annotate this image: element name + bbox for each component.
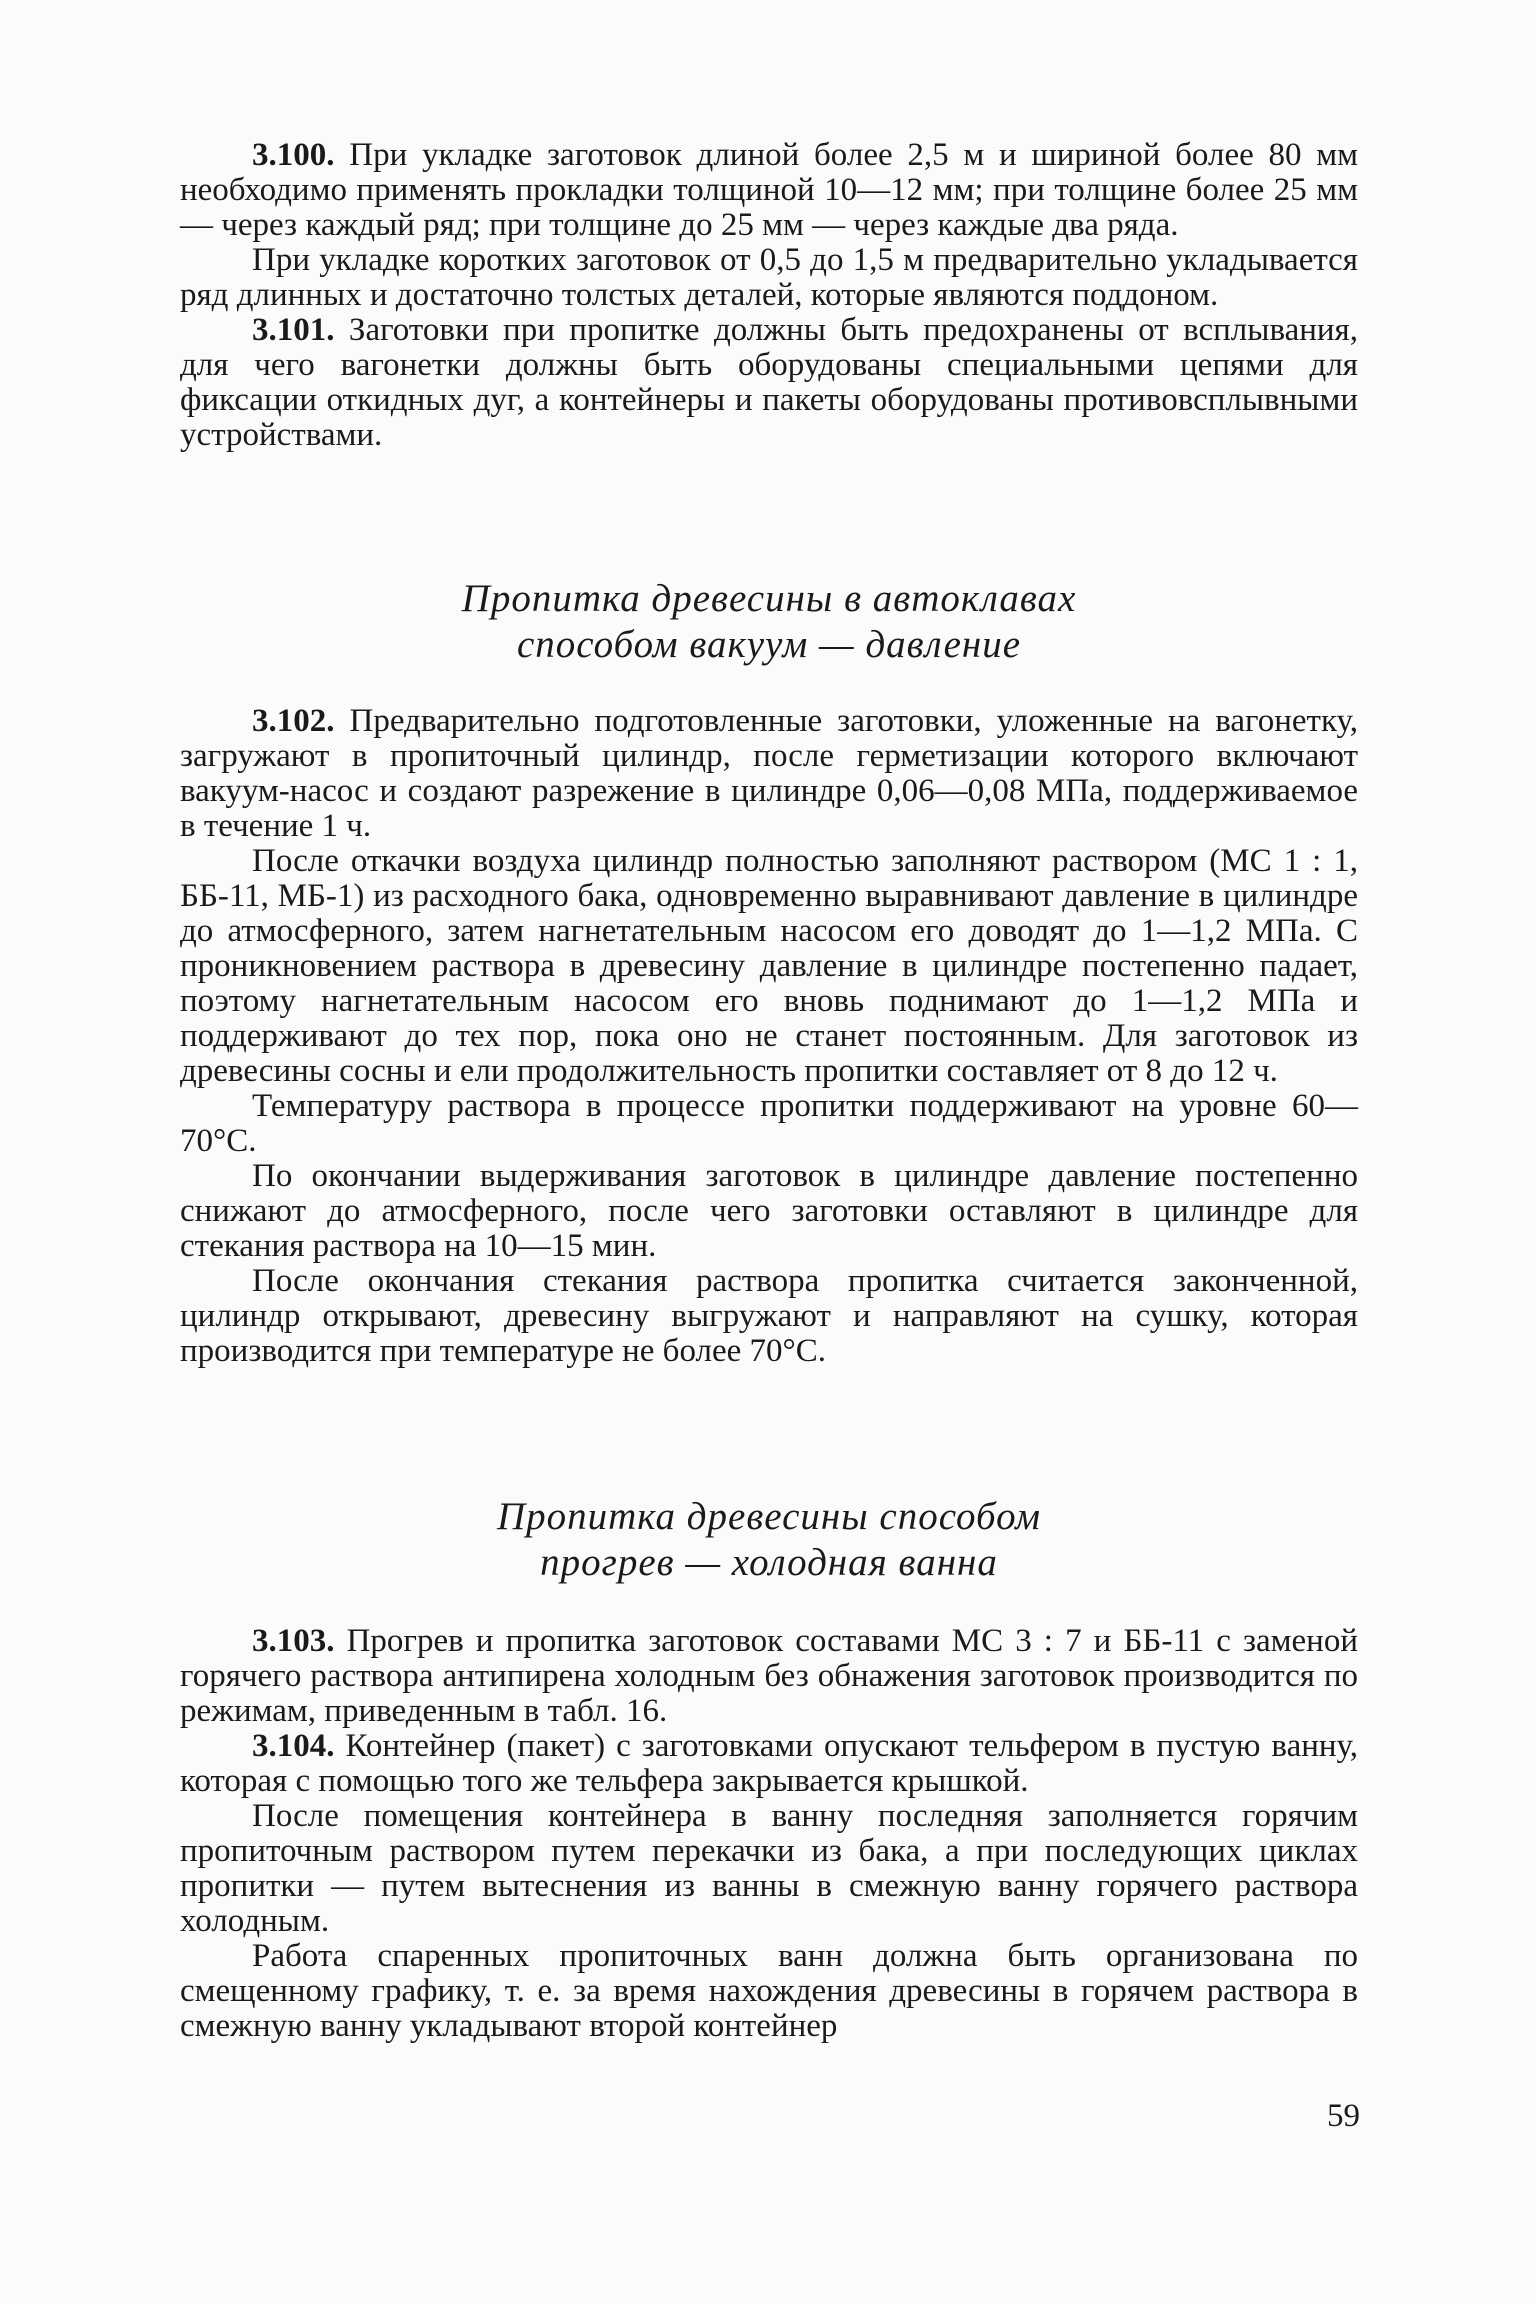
text-block-1 xyxy=(180,138,1358,453)
paragraph-text: После окончания стекания раствора пропитка считается законченной, цилиндр открывают, древесину выгружают и направляют на сушку, которая производится при температуре не более 70°С. xyxy=(180,1263,1358,1369)
paragraph-short-blanks xyxy=(180,243,1358,313)
paragraph-3-102 xyxy=(180,704,1358,844)
section-heading-hot-cold-bath xyxy=(180,1494,1358,1586)
paragraph-text: Работа спаренных пропиточных ванн должна быть организована по смещенному графику, т. е. за время нахождения древесины в горячем раствора в смежную ванну укладывают второй контейнер xyxy=(180,1938,1358,2044)
paragraph-completion xyxy=(180,1264,1358,1369)
heading-line: Пропитка древесины способом xyxy=(496,1495,1042,1538)
paragraph-text: После откачки воздуха цилиндр полностью заполняют раствором (МС 1 : 1, ББ-11, МБ-1) из расходного бака, одновременно выравнивают давление в цилиндре до атмосферного, затем нагнетательным насосом его доводят до 1—1,2 МПа. С проникновением раствора в древесину давление в цилиндре постепенно падает, поэтому нагнетательным насосом его вновь поднимают до 1—1,2 МПа и поддерживают до тех пор, пока оно не станет постоянным. Для заготовок из древесины сосны и ели продолжительность пропитки составляет от 8 до 12 ч. xyxy=(180,843,1358,1089)
clause-number: 3.101. xyxy=(252,312,335,348)
heading-line: Пропитка древесины в автоклавах xyxy=(461,577,1077,620)
paragraph-text: Прогрев и пропитка заготовок составами МС 3 : 7 и ББ-11 с заменой горячего раствора антипирена холодным без обнажения заготовок производится по режимам, приведенным в табл. 16. xyxy=(180,1623,1358,1729)
clause-number: 3.104. xyxy=(252,1728,335,1764)
section-heading-autoclave xyxy=(180,576,1358,668)
heading-line: способом вакуум — давление xyxy=(516,623,1022,666)
paragraph-text: После помещения контейнера в ванну последняя заполняется горячим пропиточным раствором путем перекачки из бака, а при последующих циклах пропитки — путем вытеснения из ванны в смежную ванну горячего раствора холодным. xyxy=(180,1798,1358,1939)
paragraph-text: Предварительно подготовленные заготовки, уложенные на вагонетку, загружают в пропиточный цилиндр, после герметизации которого включают вакуум-насос и создают разрежение в цилиндре 0,06—0,08 МПа, поддерживаемое в течение 1 ч. xyxy=(180,703,1358,844)
text-block-3 xyxy=(180,1624,1358,2044)
paragraph-text: Заготовки при пропитке должны быть предохранены от всплывания, для чего вагонетки должны быть оборудованы специальными цепями для фиксации откидных дуг, а контейнеры и пакеты оборудованы противовсплывными устройствами. xyxy=(180,312,1358,453)
paragraph-3-103 xyxy=(180,1624,1358,1729)
text-block-2 xyxy=(180,704,1358,1369)
paragraph-3-100 xyxy=(180,138,1358,243)
paragraph-text: При укладке коротких заготовок от 0,5 до 1,5 м предварительно укладывается ряд длинных и достаточно толстых деталей, которые являются поддоном. xyxy=(180,242,1358,313)
paragraph-text: Контейнер (пакет) с заготовками опускают тельфером в пустую ванну, которая с помощью того же тельфера закрывается крышкой. xyxy=(180,1728,1358,1799)
paragraph-pressure xyxy=(180,844,1358,1089)
heading-line: прогрев — холодная ванна xyxy=(540,1541,998,1584)
paragraph-paired-baths xyxy=(180,1939,1358,2044)
paragraph-text: При укладке заготовок длиной более 2,5 м и шириной более 80 мм необходимо применять прокладки толщиной 10—12 мм; при толщине более 25 мм — через каждый ряд; при толщине до 25 мм — через каждые два ряда. xyxy=(180,137,1358,243)
clause-number: 3.100. xyxy=(252,137,335,173)
paragraph-text: Температуру раствора в процессе пропитки поддерживают на уровне 60—70°С. xyxy=(180,1088,1358,1159)
paragraph-bath-filling xyxy=(180,1799,1358,1939)
paragraph-text: По окончании выдерживания заготовок в цилиндре давление постепенно снижают до атмосферного, после чего заготовки оставляют в цилиндре для стекания раствора на 10—15 мин. xyxy=(180,1158,1358,1264)
clause-number: 3.103. xyxy=(252,1623,335,1659)
paragraph-3-101 xyxy=(180,313,1358,453)
paragraph-temperature xyxy=(180,1089,1358,1159)
paragraph-3-104 xyxy=(180,1729,1358,1799)
paragraph-draining xyxy=(180,1159,1358,1264)
page-number: 59 xyxy=(1327,2098,1360,2134)
clause-number: 3.102. xyxy=(252,703,335,739)
